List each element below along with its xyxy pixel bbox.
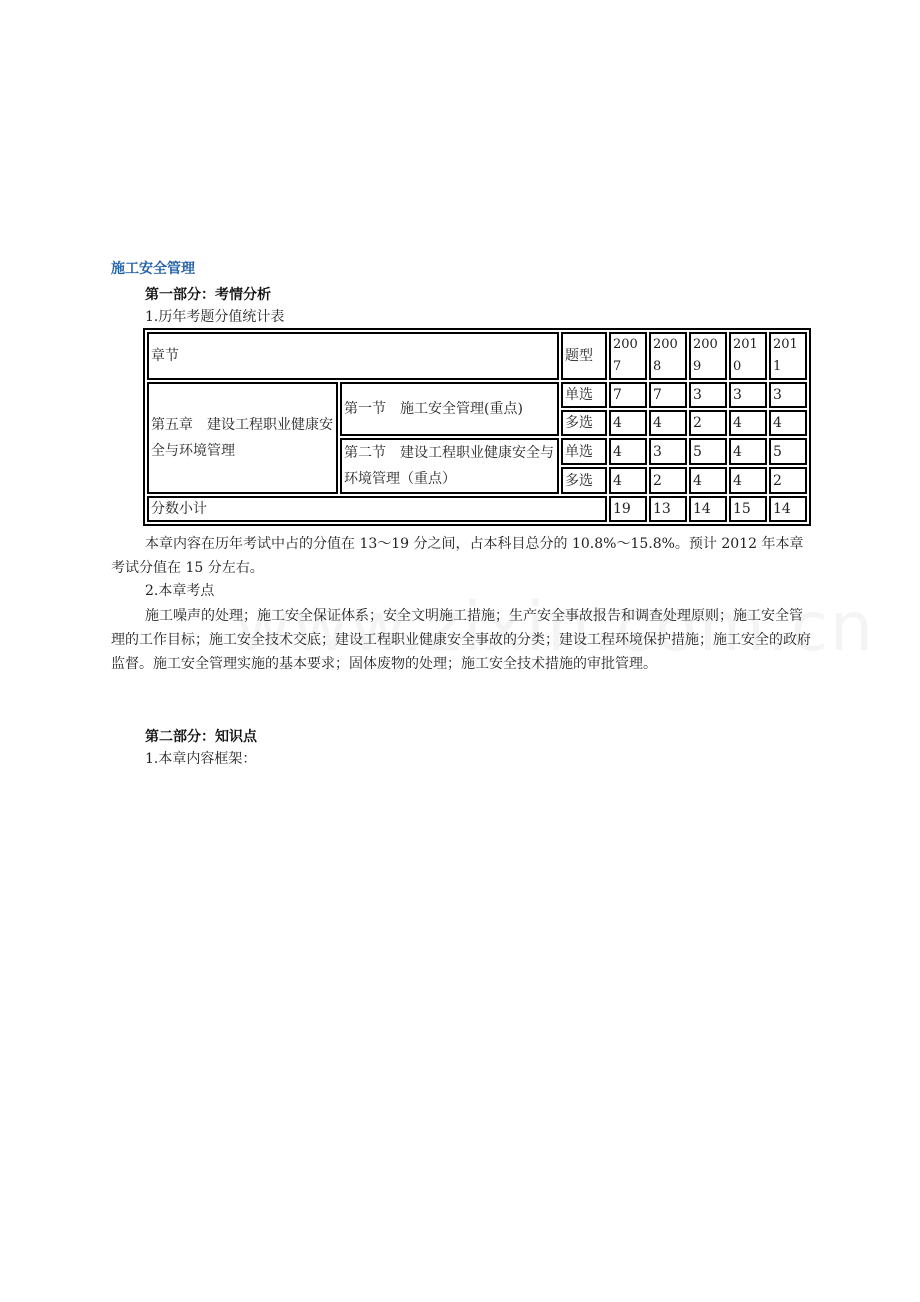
summary-paragraph: 本章内容在历年考试中占的分值在 13～19 分之间，占本科目总分的 10.8%～15.8%。预计 2012 年本章考试分值在 15 分左右。 — [111, 536, 804, 576]
value-cell: 7 — [649, 382, 687, 408]
watermark — [235, 588, 875, 667]
value-cell: 4 — [769, 410, 807, 436]
type-cell: 单选 — [561, 382, 607, 408]
value-cell: 2 — [689, 410, 727, 436]
type-cell: 多选 — [561, 410, 607, 436]
section-name-cell: 第一节 施工安全管理(重点) — [340, 382, 559, 436]
header-chapter: 章节 — [147, 332, 559, 380]
header-year: 2008 — [649, 332, 687, 380]
subtotal-value: 13 — [649, 496, 687, 522]
chapter-name-cell: 第五章 建设工程职业健康安全与环境管理 — [147, 382, 338, 494]
value-cell: 3 — [649, 438, 687, 465]
value-cell: 5 — [689, 438, 727, 465]
table-header-row — [147, 332, 807, 380]
value-cell: 4 — [609, 410, 647, 436]
item3-label: 1.本章内容框架： — [145, 751, 257, 767]
value-cell: 5 — [769, 438, 807, 465]
value-cell: 4 — [609, 438, 647, 465]
value-cell: 3 — [689, 382, 727, 408]
part2-heading: 第二部分：知识点 — [145, 729, 257, 745]
value-cell: 4 — [649, 410, 687, 436]
subtotal-label: 分数小计 — [147, 496, 607, 522]
value-cell: 4 — [729, 410, 767, 436]
section-name-cell: 第二节 建设工程职业健康安全与环境管理（重点） — [340, 438, 559, 494]
doc-title: 施工安全管理 — [111, 261, 195, 277]
header-type: 题型 — [561, 332, 607, 380]
subtotal-value: 14 — [769, 496, 807, 522]
subtotal-value: 15 — [729, 496, 767, 522]
part1-heading: 第一部分：考情分析 — [145, 287, 271, 303]
value-cell: 4 — [689, 467, 727, 494]
value-cell: 3 — [729, 382, 767, 408]
value-cell: 2 — [769, 467, 807, 494]
type-cell: 多选 — [561, 467, 607, 494]
header-year: 2009 — [689, 332, 727, 380]
table-row — [147, 382, 807, 408]
value-cell: 4 — [729, 467, 767, 494]
header-year: 2010 — [729, 332, 767, 380]
table-subtotal-row — [147, 496, 807, 522]
subtotal-value: 19 — [609, 496, 647, 522]
header-year: 2007 — [609, 332, 647, 380]
type-cell: 单选 — [561, 438, 607, 465]
score-table — [143, 328, 811, 526]
header-year: 2011 — [769, 332, 807, 380]
value-cell: 7 — [609, 382, 647, 408]
subtotal-value: 14 — [689, 496, 727, 522]
points-paragraph: 施工噪声的处理；施工安全保证体系；安全文明施工措施；生产安全事故报告和调查处理原则；施工安全管理的工作目标；施工安全技术交底；建设工程职业健康安全事故的分类；建设工程环境保护措施；施工安全的政府监督。施工安全管理实施的基本要求；固体废物的处理；施工安全技术措施的审批管理。 — [111, 608, 811, 672]
item2-label: 2.本章考点 — [145, 583, 215, 599]
value-cell: 4 — [609, 467, 647, 494]
value-cell: 2 — [649, 467, 687, 494]
value-cell: 4 — [729, 438, 767, 465]
value-cell: 3 — [769, 382, 807, 408]
item1-label: 1.历年考题分值统计表 — [145, 309, 285, 325]
